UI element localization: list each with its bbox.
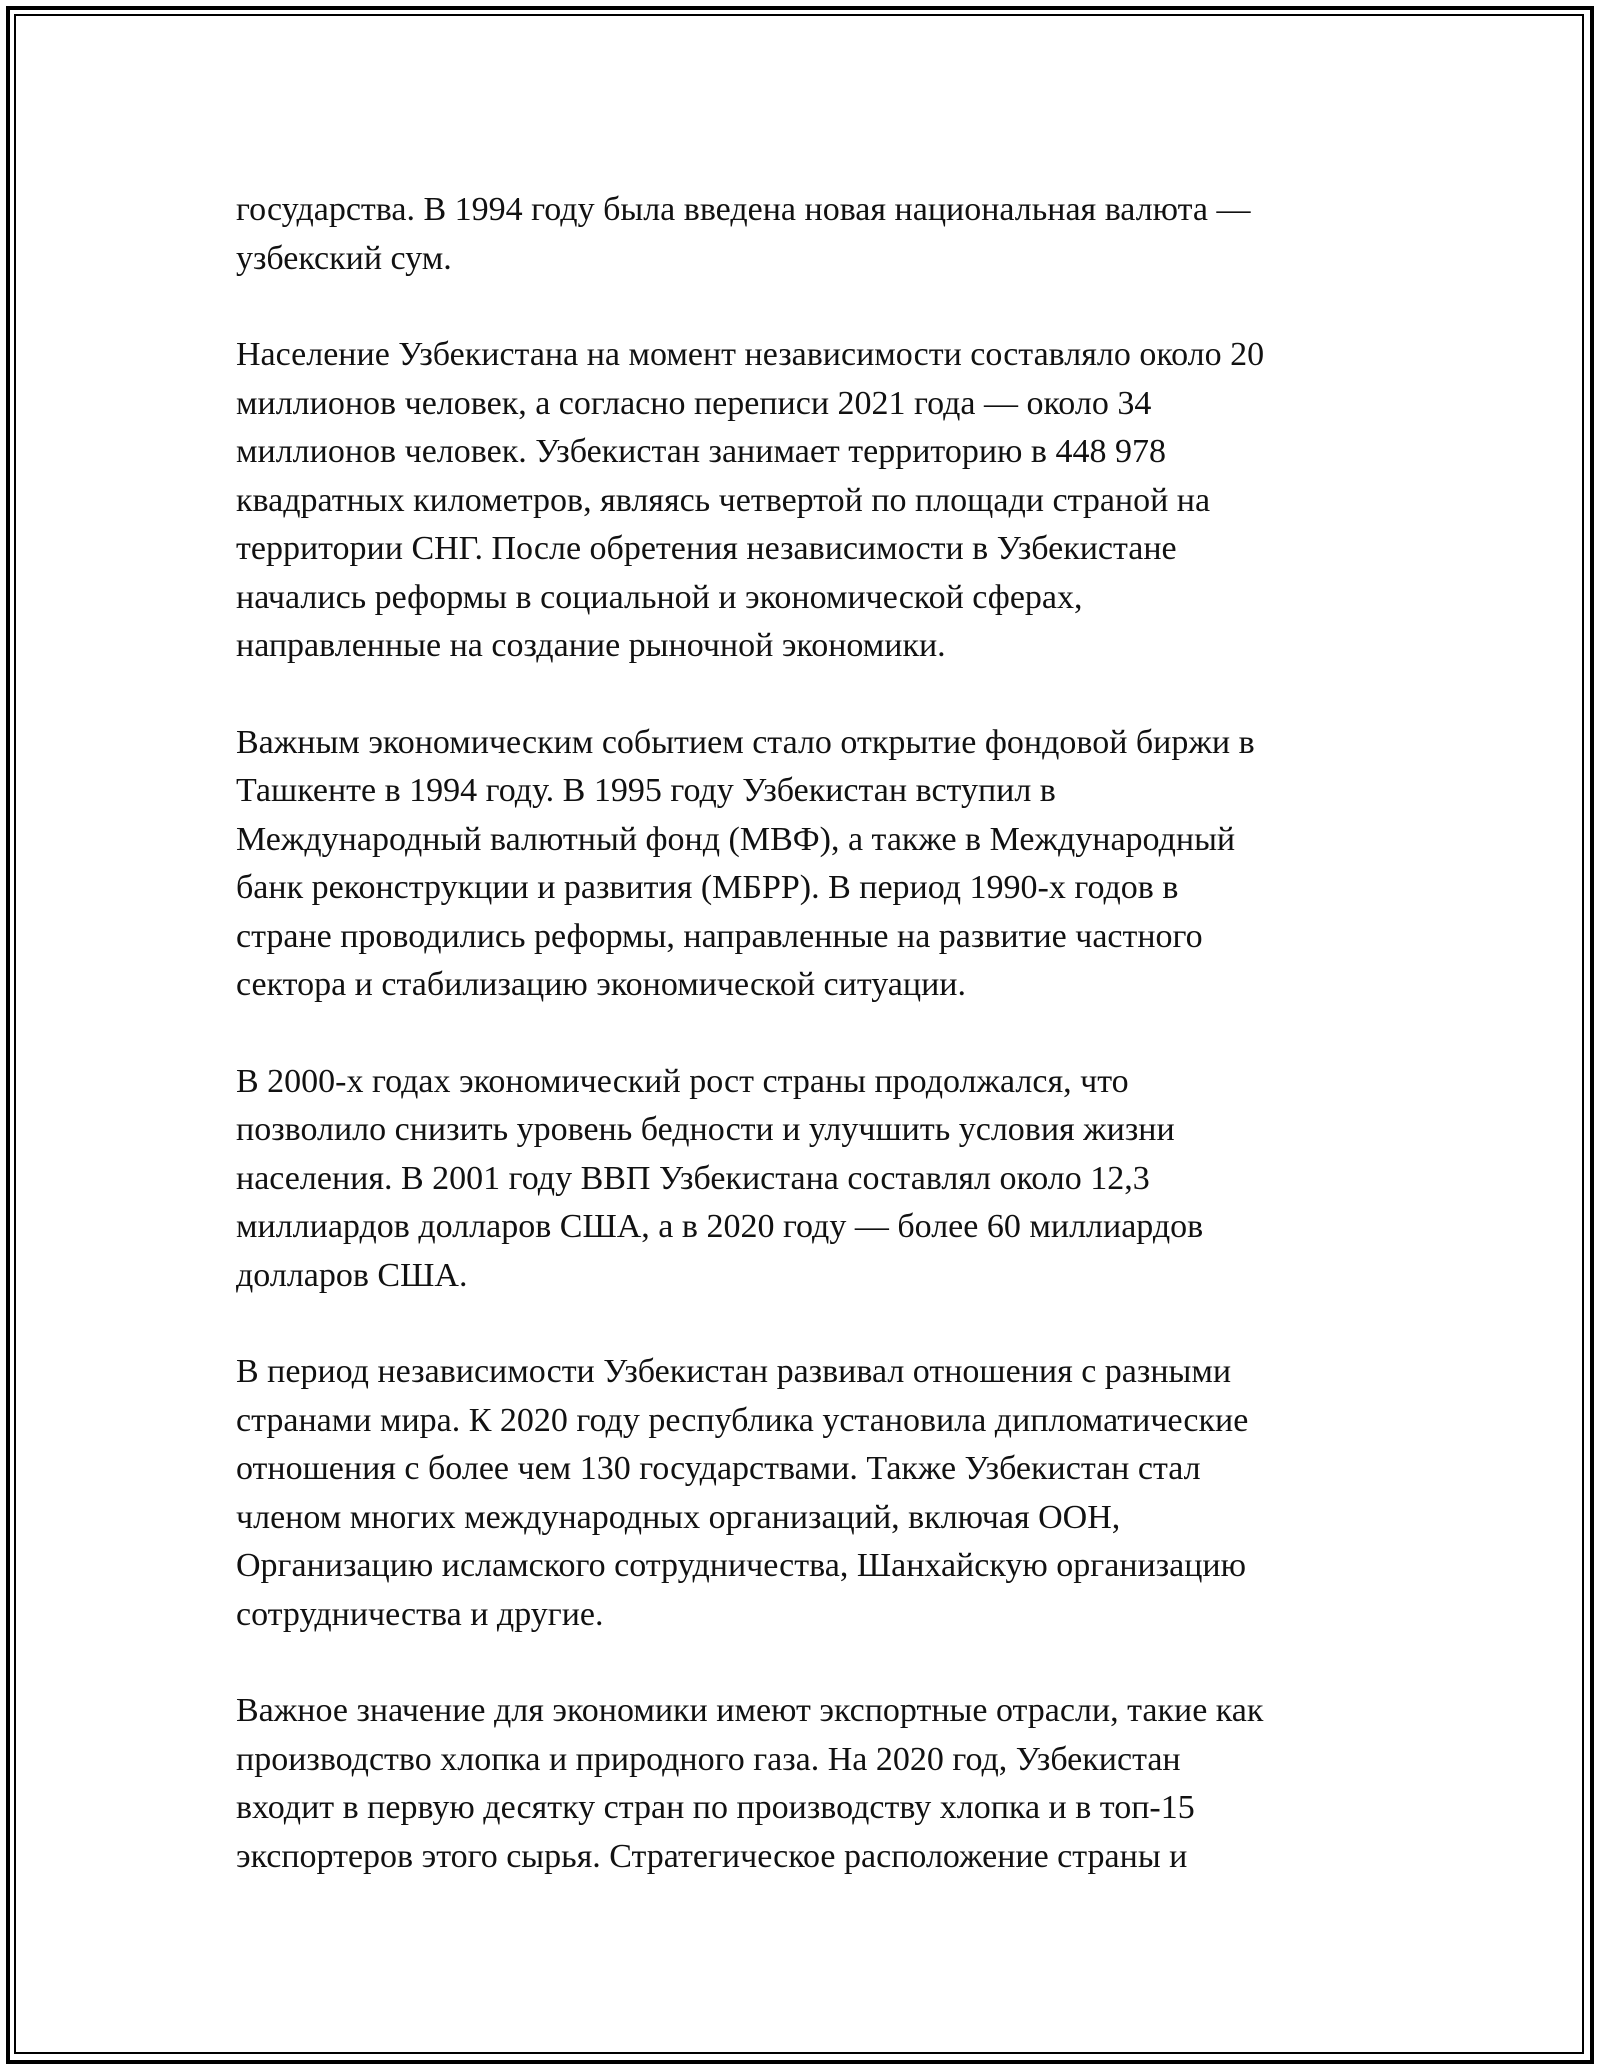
text-line: Важным экономическим событием стало открытие фондовой биржи в <box>236 723 1255 761</box>
text-line: государства. В 1994 году была введена новая национальная валюта — <box>236 191 1251 228</box>
text-line: В 2000-х годах экономический рост страны продолжался, что <box>236 1062 1129 1100</box>
text-line: населения. В 2001 году ВВП Узбекистана составлял около 12,3 <box>236 1159 1150 1197</box>
paragraph-1 <box>236 186 1376 283</box>
text-line: Население Узбекистана на момент независимости составляло около 20 <box>236 336 1265 373</box>
text-line: членом многих международных организаций, включая ООН, <box>236 1498 1121 1536</box>
text-line: отношения с более чем 130 государствами. Также Узбекистан стал <box>236 1450 1201 1487</box>
text-line: В период независимости Узбекистан развивал отношения с разными <box>236 1353 1232 1390</box>
text-line: начались реформы в социальной и экономической сферах, <box>236 578 1083 616</box>
text-line: Международный валютный фонд (МВФ), а также в Международный <box>236 820 1236 858</box>
paragraph-5 <box>236 1348 1376 1639</box>
text-line: долларов США. <box>236 1256 468 1294</box>
document-body <box>236 186 1376 1929</box>
text-line: Организацию исламского сотрудничества, Шанхайскую организацию <box>236 1547 1247 1584</box>
text-line: экспортеров этого сырья. Стратегическое расположение страны и <box>236 1837 1188 1875</box>
text-line: территории СНГ. После обретения независимости в Узбекистане <box>236 530 1177 567</box>
text-line: Важное значение для экономики имеют экспортные отрасли, такие как <box>236 1692 1264 1729</box>
text-line: квадратных километров, являясь четвертой по площади страной на <box>236 481 1211 519</box>
text-line: позволило снизить уровень бедности и улучшить условия жизни <box>236 1111 1175 1148</box>
text-line: Ташкенте в 1994 году. В 1995 году Узбекистан вступил в <box>236 772 1056 809</box>
text-line: миллионов человек, а согласно переписи 2021 года — около 34 <box>236 384 1152 422</box>
text-line: миллионов человек. Узбекистан занимает территорию в 448 978 <box>236 433 1166 470</box>
text-line: стране проводились реформы, направленные на развитие частного <box>236 917 1203 955</box>
text-line: миллиардов долларов США, а в 2020 году — более 60 миллиардов <box>236 1208 1204 1245</box>
text-line: входит в первую десятку стран по производству хлопка и в топ-15 <box>236 1789 1195 1826</box>
text-line: направленные на создание рыночной экономики. <box>236 627 946 664</box>
paragraph-4 <box>236 1058 1376 1301</box>
text-line: сотрудничества и другие. <box>236 1595 604 1633</box>
paragraph-6 <box>236 1687 1376 1881</box>
paragraph-3 <box>236 719 1376 1010</box>
text-line: банк реконструкции и развития (МБРР). В период 1990-х годов в <box>236 869 1179 906</box>
text-line: сектора и стабилизацию экономической ситуации. <box>236 966 966 1003</box>
paragraph-2 <box>236 331 1376 671</box>
text-line: узбекский сум. <box>236 239 452 277</box>
text-line: производство хлопка и природного газа. На 2020 год, Узбекистан <box>236 1740 1181 1778</box>
text-line: странами мира. К 2020 году республика установила дипломатические <box>236 1401 1249 1439</box>
